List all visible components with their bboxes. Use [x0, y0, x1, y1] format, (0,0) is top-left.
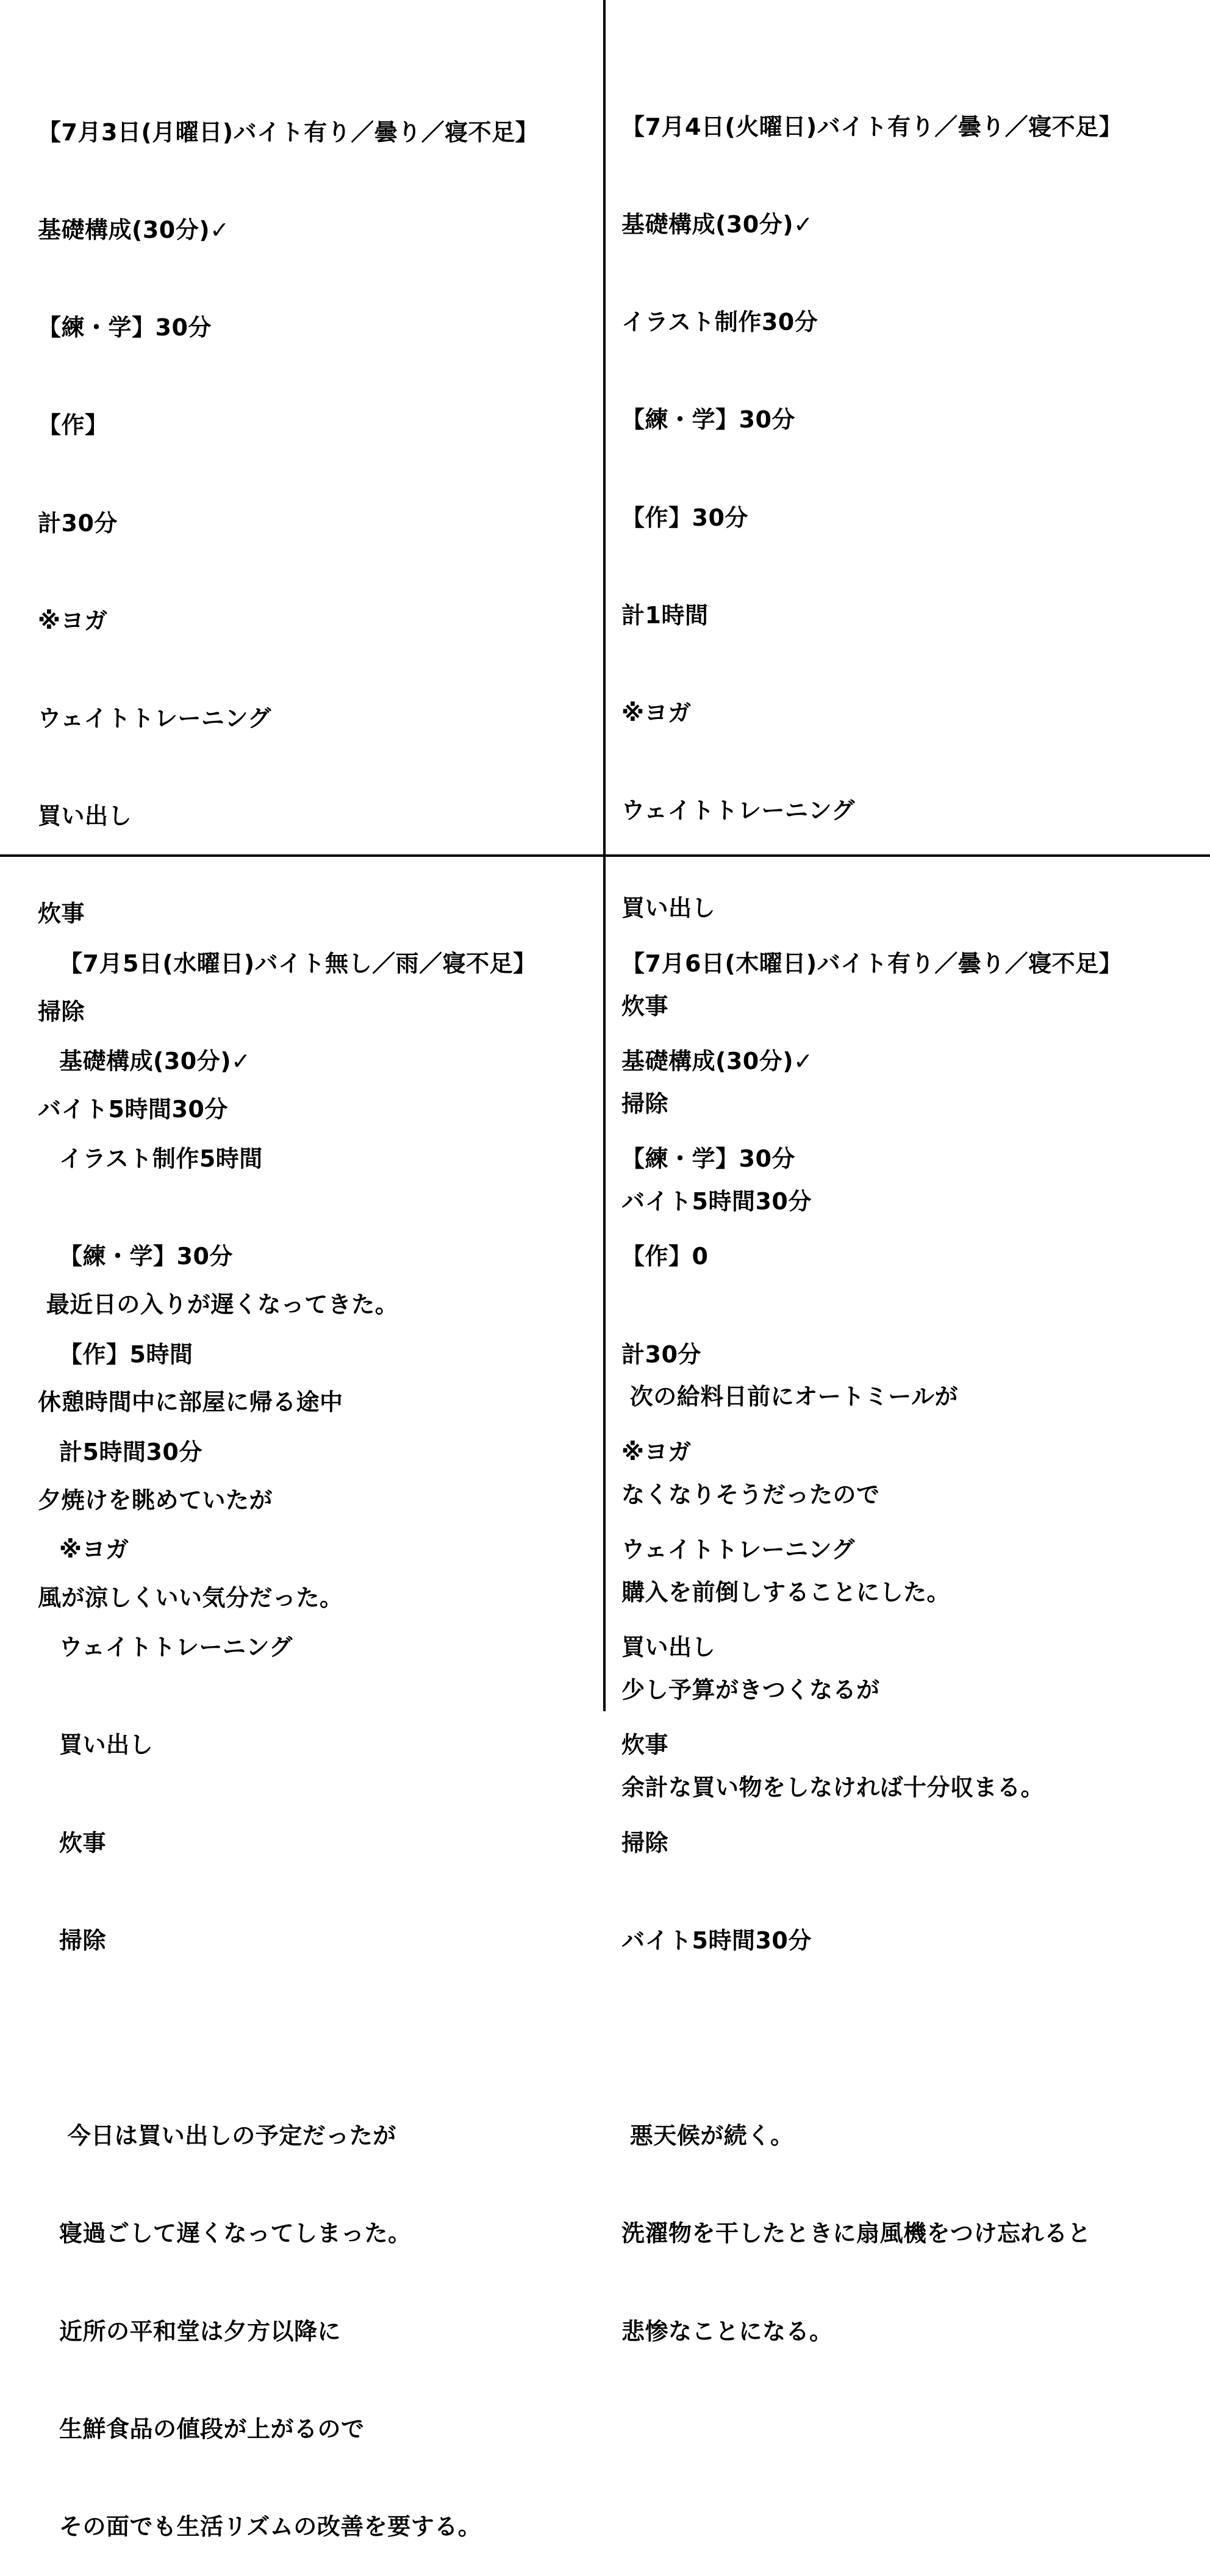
blank-line — [59, 2022, 537, 2055]
entry-line: 炊事 — [59, 1829, 107, 1856]
note-line: 次の給料日前にオートミールが — [621, 1383, 958, 1411]
note-line: 生鮮食品の値段が上がるので — [59, 2415, 365, 2442]
entry-line: 買い出し — [621, 1634, 716, 1661]
note-line: 洗濯物を干したときに扇風機をつけ忘れると — [621, 2220, 1092, 2247]
note-line: 購入を前倒しすることにした。 — [621, 1578, 951, 1606]
note-line: 少し予算がきつくなるが — [621, 1676, 880, 1704]
entry-line: 計1時間 — [621, 601, 709, 629]
blank-line — [621, 2022, 1122, 2055]
entry-line: 掃除 — [621, 1090, 669, 1117]
entry-line: 基礎構成(30分)✓ — [38, 216, 230, 244]
entry-line: 計30分 — [38, 509, 118, 537]
entry-header: 【7月6日(木曜日)バイト有り／曇り／寝不足】 — [621, 950, 1123, 977]
note-line: 悲惨なことになる。 — [621, 2317, 833, 2345]
entry-line: ※ヨガ — [38, 607, 108, 634]
note-line: 今日は買い出しの予定だったが — [59, 2122, 396, 2150]
note-line: 寝過ごして遅くなってしまった。 — [59, 2220, 412, 2247]
entry-line: ※ヨガ — [59, 1536, 129, 1564]
entry-line: 【練・学】30分 — [621, 406, 795, 434]
note-line: なくなりそうだったので — [621, 1481, 880, 1508]
entry-line: 【練・学】30分 — [621, 1145, 795, 1173]
entry-line: バイト5時間30分 — [621, 1188, 812, 1215]
entry-line: イラスト制作30分 — [621, 309, 818, 336]
entry-line: 【練・学】30分 — [59, 1243, 233, 1270]
entry-line: 掃除 — [59, 1927, 107, 1954]
note-line: 休憩時間中に部屋に帰る途中 — [38, 1389, 343, 1416]
entry-line: 【作】0 — [621, 1243, 709, 1270]
entry-line: イラスト制作5時間 — [59, 1145, 263, 1173]
entry-line: バイト5時間30分 — [621, 1927, 812, 1954]
entry-line: ウェイトトレーニング — [38, 705, 271, 732]
diary-entry-jul6 — [621, 882, 1122, 2380]
entry-line: 掃除 — [621, 1829, 669, 1856]
note-line: 夕焼けを眺めていたが — [38, 1486, 273, 1514]
entry-line: 炊事 — [621, 992, 669, 1020]
entry-line: 計30分 — [621, 1340, 701, 1368]
entry-line: ※ヨガ — [621, 1438, 692, 1465]
note-line: 近所の平和堂は夕方以降に — [59, 2317, 342, 2345]
entry-line: 掃除 — [38, 998, 85, 1025]
entry-line: 炊事 — [621, 1731, 669, 1759]
entry-header: 【7月5日(水曜日)バイト無し／雨／寝不足】 — [59, 950, 537, 977]
entry-line: 【作】30分 — [621, 504, 748, 531]
entry-header: 【7月4日(火曜日)バイト有り／曇り／寝不足】 — [621, 113, 1123, 140]
entry-line: 基礎構成(30分)✓ — [621, 1048, 814, 1075]
entry-line: バイト5時間30分 — [38, 1095, 228, 1123]
entry-line: 買い出し — [621, 895, 716, 922]
entry-line: 【練・学】30分 — [38, 314, 212, 342]
entry-line: 計5時間30分 — [59, 1438, 202, 1465]
entry-line: 炊事 — [38, 900, 85, 928]
entry-line: ウェイトトレーニング — [621, 797, 855, 825]
entry-line: ※ヨガ — [621, 699, 692, 727]
entry-line: 【作】 — [38, 412, 109, 439]
entry-line: 買い出し — [38, 803, 132, 830]
entry-line: 【作】5時間 — [59, 1340, 193, 1368]
entry-line: ウェイトトレーニング — [59, 1634, 293, 1661]
diary-entry-jul5 — [59, 882, 537, 2576]
note-line: その面でも生活リズムの改善を要する。 — [59, 2513, 482, 2541]
entry-line: 基礎構成(30分)✓ — [59, 1048, 251, 1075]
note-line: 悪天候が続く。 — [621, 2122, 794, 2150]
entry-header: 【7月3日(月曜日)バイト有り／曇り／寝不足】 — [38, 118, 539, 146]
note-line: 風が涼しくいい気分だった。 — [38, 1584, 343, 1611]
note-line: 最近日の入りが遅くなってきた。 — [38, 1291, 399, 1318]
note-line: 余計な買い物をしなければ十分収まる。 — [621, 1774, 1045, 1801]
entry-line: 買い出し — [59, 1731, 154, 1759]
entry-line: ウェイトトレーニング — [621, 1536, 855, 1564]
entry-line: 基礎構成(30分)✓ — [621, 211, 814, 238]
